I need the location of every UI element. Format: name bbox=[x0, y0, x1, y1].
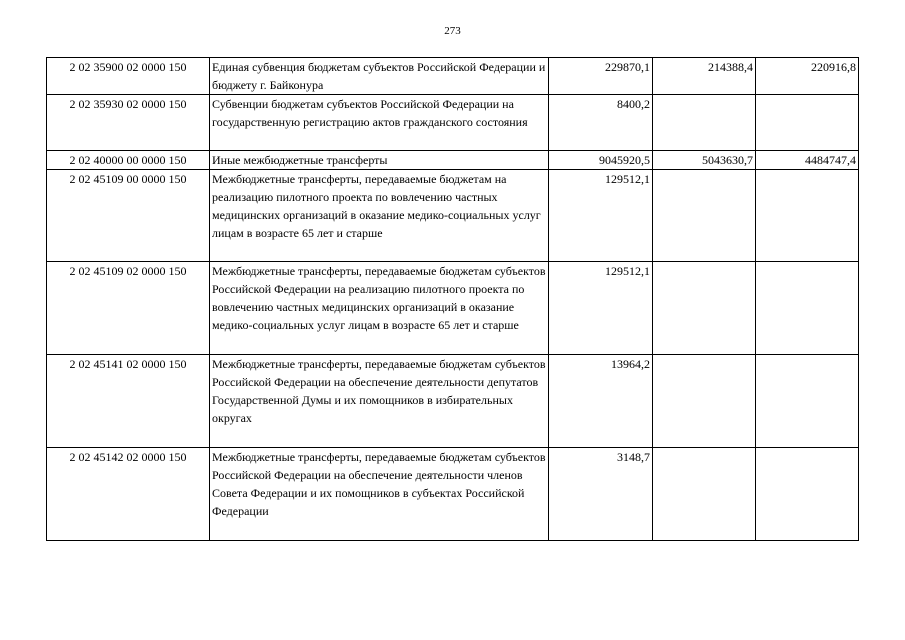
revenue-name-cell: Межбюджетные трансферты, передаваемые бюджетам субъектов Российской Федерации на обеспечение деятельности членов Совета Федерации и их помощников в субъектах Российской Федерации bbox=[210, 448, 549, 541]
amount-year2-cell: 5043630,7 bbox=[653, 151, 756, 170]
revenue-name-cell: Межбюджетные трансферты, передаваемые бюджетам субъектов Российской Федерации на обеспечение деятельности депутатов Государственной Думы и их помощников в избирательных округах bbox=[210, 355, 549, 448]
amount-year1-cell: 129512,1 bbox=[549, 170, 653, 262]
amount-year1-cell: 229870,1 bbox=[549, 58, 653, 95]
amount-year3-cell bbox=[756, 448, 859, 541]
revenue-name-cell: Межбюджетные трансферты, передаваемые бюджетам субъектов Российской Федерации на реализацию пилотного проекта по вовлечению частных медицинских организаций в оказание медико-социальных услуг лицам в возрасте 65 лет и старше bbox=[210, 262, 549, 355]
amount-year2-cell bbox=[653, 170, 756, 262]
revenue-name-cell: Иные межбюджетные трансферты bbox=[210, 151, 549, 170]
table-row bbox=[47, 58, 859, 95]
page-number: 273 bbox=[444, 25, 461, 37]
budget-code-cell: 2 02 40000 00 0000 150 bbox=[47, 151, 210, 170]
budget-code-cell: 2 02 35930 02 0000 150 bbox=[47, 95, 210, 151]
amount-year1-cell: 13964,2 bbox=[549, 355, 653, 448]
amount-year2-cell bbox=[653, 95, 756, 151]
table-row bbox=[47, 262, 859, 355]
table-row bbox=[47, 151, 859, 170]
budget-code-cell: 2 02 45142 02 0000 150 bbox=[47, 448, 210, 541]
amount-year1-cell: 3148,7 bbox=[549, 448, 653, 541]
revenue-name-cell: Субвенции бюджетам субъектов Российской Федерации на государственную регистрацию актов гражданского состояния bbox=[210, 95, 549, 151]
table-row bbox=[47, 448, 859, 541]
amount-year2-cell bbox=[653, 448, 756, 541]
amount-year3-cell bbox=[756, 262, 859, 355]
table-row bbox=[47, 170, 859, 262]
amount-year3-cell: 4484747,4 bbox=[756, 151, 859, 170]
amount-year2-cell bbox=[653, 355, 756, 448]
budget-code-cell: 2 02 45141 02 0000 150 bbox=[47, 355, 210, 448]
revenue-name-cell: Межбюджетные трансферты, передаваемые бюджетам на реализацию пилотного проекта по вовлечению частных медицинских организаций в оказание медико-социальных услуг лицам в возрасте 65 лет и старше bbox=[210, 170, 549, 262]
amount-year1-cell: 129512,1 bbox=[549, 262, 653, 355]
amount-year2-cell bbox=[653, 262, 756, 355]
amount-year1-cell: 9045920,5 bbox=[549, 151, 653, 170]
amount-year3-cell bbox=[756, 170, 859, 262]
budget-revenue-table bbox=[46, 57, 859, 541]
budget-code-cell: 2 02 35900 02 0000 150 bbox=[47, 58, 210, 95]
revenue-name-cell: Единая субвенция бюджетам субъектов Российской Федерации и бюджету г. Байконура bbox=[210, 58, 549, 95]
amount-year3-cell: 220916,8 bbox=[756, 58, 859, 95]
table-row bbox=[47, 95, 859, 151]
budget-code-cell: 2 02 45109 00 0000 150 bbox=[47, 170, 210, 262]
amount-year2-cell: 214388,4 bbox=[653, 58, 756, 95]
amount-year3-cell bbox=[756, 95, 859, 151]
table-row bbox=[47, 355, 859, 448]
budget-code-cell: 2 02 45109 02 0000 150 bbox=[47, 262, 210, 355]
amount-year3-cell bbox=[756, 355, 859, 448]
amount-year1-cell: 8400,2 bbox=[549, 95, 653, 151]
